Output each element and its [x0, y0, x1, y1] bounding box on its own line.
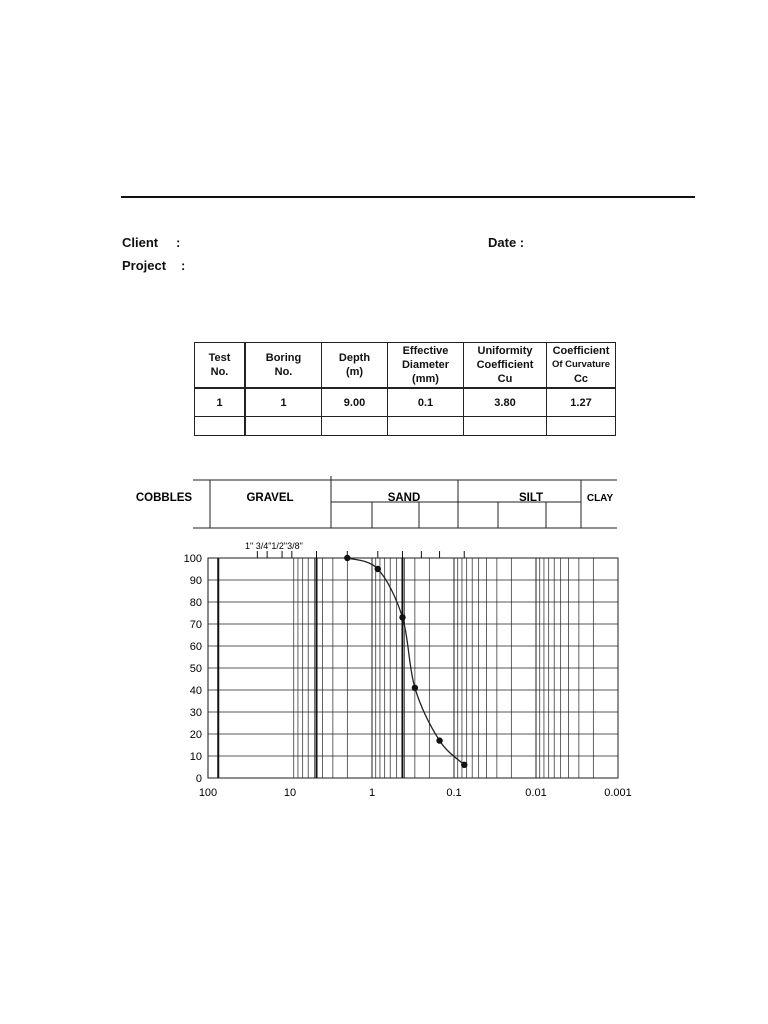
- y-tick-label: 20: [189, 729, 202, 741]
- x-tick-label: 0.01: [525, 787, 547, 799]
- y-tick-label: 70: [189, 619, 202, 631]
- data-point: [436, 737, 442, 743]
- header-boring-no: Boring No.: [245, 343, 322, 389]
- y-axis-tick-labels: [184, 553, 202, 785]
- client-colon: :: [176, 235, 181, 250]
- sieve-tick-marks: [257, 551, 464, 558]
- gradation-points: [344, 555, 467, 768]
- header-depth: Depth (m): [322, 343, 388, 389]
- data-point: [461, 762, 467, 768]
- cell-effective-diameter: 0.1: [388, 388, 464, 417]
- project-colon: :: [181, 258, 186, 273]
- header-uniformity-coefficient: Uniformity Coefficient Cu: [464, 343, 547, 389]
- x-axis-tick-labels: [199, 787, 632, 799]
- cell-coefficient-curvature: 1.27: [547, 388, 616, 417]
- data-point: [344, 555, 350, 561]
- cell-boring-no: 1: [245, 388, 322, 417]
- x-tick-label: 10: [283, 787, 297, 799]
- y-tick-label: 90: [189, 575, 202, 587]
- project-label: Project: [122, 258, 167, 273]
- x-tick-label: 0.1: [446, 787, 462, 799]
- x-tick-label: 1: [368, 787, 376, 799]
- client-label: Client: [122, 235, 159, 250]
- sieve-size-labels: 1" 3/4"1/2"3/8": [245, 541, 303, 551]
- data-point: [399, 614, 405, 620]
- cobbles-label: COBBLES: [135, 492, 193, 504]
- y-tick-label: 0: [195, 773, 202, 785]
- sand-label: SAND: [387, 492, 421, 504]
- header-coefficient-curvature: Coefficient Of Curvature Cc: [547, 343, 616, 389]
- y-tick-label: 100: [183, 553, 202, 565]
- x-tick-label: 100: [198, 787, 218, 799]
- header-effective-diameter: Effective Diameter (mm): [388, 343, 464, 389]
- y-tick-label: 60: [189, 641, 202, 653]
- chart-grid: [208, 558, 618, 778]
- header-test-no: Test No.: [195, 343, 246, 389]
- gravel-label: GRAVEL: [246, 492, 294, 504]
- y-tick-label: 40: [189, 685, 202, 697]
- y-tick-label: 80: [189, 597, 202, 609]
- cell-uniformity-coefficient: 3.80: [464, 388, 547, 417]
- clay-label: CLAY: [586, 493, 614, 504]
- data-point: [375, 566, 381, 572]
- date-label: Date :: [488, 235, 525, 250]
- cell-test-no: 1: [195, 388, 246, 417]
- y-tick-label: 30: [189, 707, 202, 719]
- y-tick-label: 10: [189, 751, 202, 763]
- x-tick-label: 0.001: [604, 787, 632, 799]
- silt-label: SILT: [518, 492, 544, 504]
- data-point: [412, 685, 418, 691]
- cell-depth: 9.00: [322, 388, 388, 417]
- y-tick-label: 50: [189, 663, 202, 675]
